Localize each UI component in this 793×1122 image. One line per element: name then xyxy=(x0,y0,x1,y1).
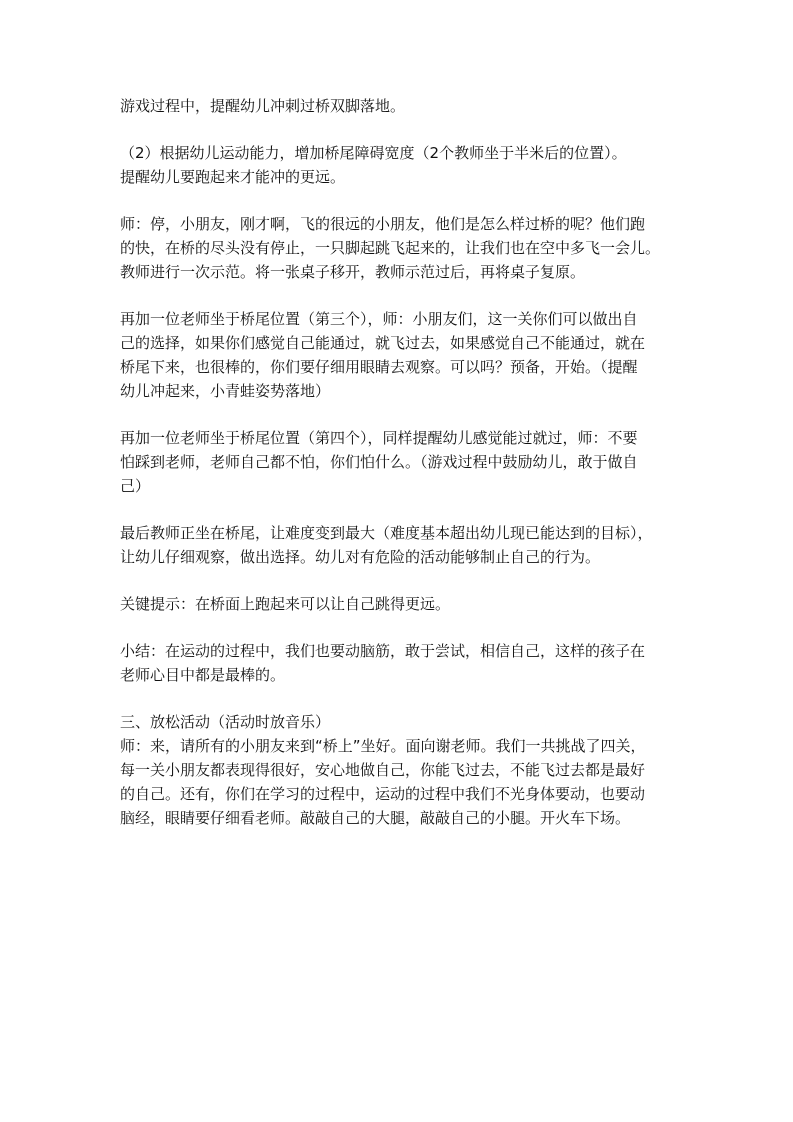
text-line: 提醒幼儿要跑起来才能冲的更远。 xyxy=(120,168,346,186)
text-line: 教师进行一次示范。将一张桌子移开，教师示范过后，再将桌子复原。 xyxy=(120,263,586,281)
text-line: 最后教师正坐在桥尾，让难度变到最大（难度基本超出幼儿现已能达到的目标）， xyxy=(120,524,653,542)
text-line: 师：停，小朋友，刚才啊，飞的很远的小朋友，他们是怎么样过桥的呢？他们跑 xyxy=(120,215,646,233)
text-line: （2）根据幼儿运动能力，增加桥尾障碍宽度（2个教师坐于半米后的位置）。 xyxy=(120,144,627,162)
paragraph-fourth-teacher xyxy=(120,426,680,498)
text-line: 关键提示：在桥面上跑起来可以让自己跳得更远。 xyxy=(120,595,451,613)
text-line: 每一关小朋友都表现得很好，安心地做自己，你能飞过去，不能飞过去都是最好 xyxy=(120,761,646,779)
text-line: 小结：在运动的过程中，我们也要动脑筋，敢于尝试，相信自己，这样的孩子在 xyxy=(120,642,646,660)
text-line: 的自己。还有，你们在学习的过程中，运动的过程中我们不光身体要动，也要动 xyxy=(120,785,646,803)
text-line: 再加一位老师坐于桥尾位置（第四个），同样提醒幼儿感觉能过就过，师：不要 xyxy=(120,429,638,447)
text-line: 己的选择，如果你们感觉自己能通过，就飞过去，如果感觉自己不能通过，就在 xyxy=(120,334,646,352)
text-line: 老师心目中都是最棒的。 xyxy=(120,666,286,684)
paragraph-key-tip xyxy=(120,592,680,616)
text-line: 怕踩到老师，老师自己都不怕，你们怕什么。（游戏过程中鼓励幼儿，敢于做自 xyxy=(120,453,638,471)
text-line: 的快，在桥的尽头没有停止，一只脚起跳飞起来的，让我们也在空中多飞一会儿。 xyxy=(120,239,661,257)
paragraph-summary xyxy=(120,639,680,687)
text-line: 再加一位老师坐于桥尾位置（第三个），师：小朋友们，这一关你们可以做出自 xyxy=(120,310,638,328)
text-line: 己） xyxy=(120,477,151,495)
text-line: 脑经，眼睛要仔细看老师。敲敲自己的大腿，敲敲自己的小腿。开火车下场。 xyxy=(120,809,631,827)
paragraph-game-process xyxy=(120,94,680,118)
paragraph-increase-width xyxy=(120,141,680,189)
text-line: 师：来，请所有的小朋友来到“桥上”坐好。面向谢老师。我们一共挑战了四关， xyxy=(120,737,646,755)
text-line: 让幼儿仔细观察，做出选择。幼儿对有危险的活动能够制止自己的行为。 xyxy=(120,548,601,566)
document-body xyxy=(120,94,680,830)
section-heading-relax: 三、放松活动（活动时放音乐） xyxy=(120,713,331,731)
paragraph-max-difficulty xyxy=(120,521,680,569)
text-line: 游戏过程中，提醒幼儿冲刺过桥双脚落地。 xyxy=(120,97,406,115)
paragraph-third-teacher xyxy=(120,307,680,403)
text-line: 桥尾下来，也很棒的，你们要仔细用眼睛去观察。可以吗？预备，开始。（提醒 xyxy=(120,358,638,376)
text-line: 幼儿冲起来，小青蛙姿势落地） xyxy=(120,382,331,400)
paragraph-relax-activity xyxy=(120,710,680,830)
paragraph-teacher-demo xyxy=(120,212,680,284)
